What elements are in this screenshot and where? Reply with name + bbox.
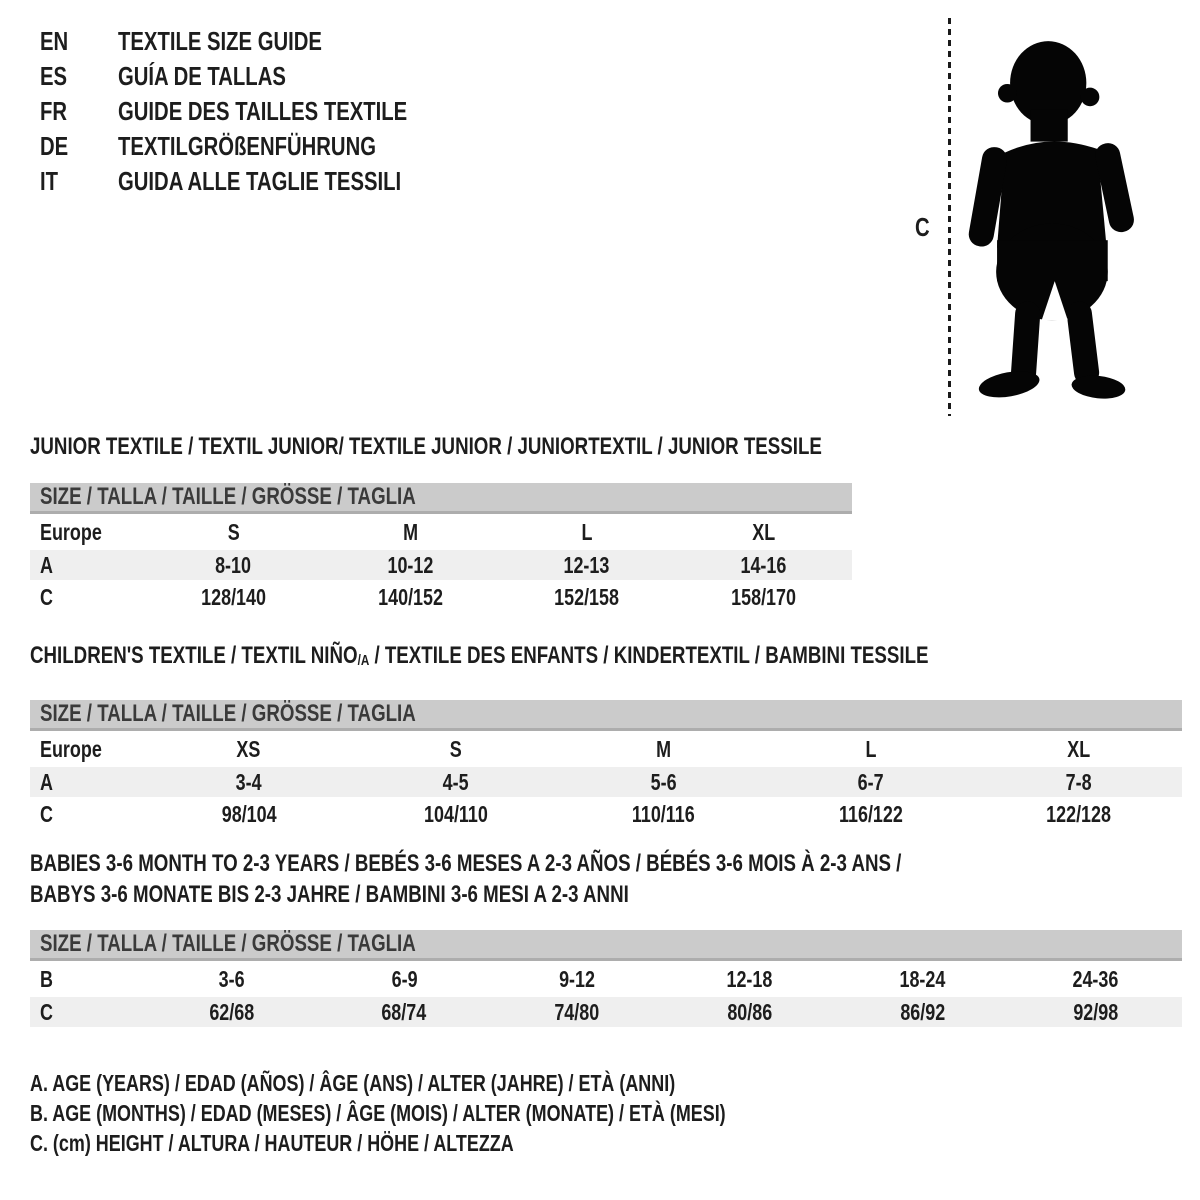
height-cell: 80/86 xyxy=(727,998,773,1025)
babies-size-table xyxy=(30,930,1182,1027)
language-code: IT xyxy=(40,166,59,196)
height-cell: 74/80 xyxy=(554,998,600,1025)
size-cell: S xyxy=(450,735,463,762)
children-size-table xyxy=(30,700,1182,832)
age-cell: 5-6 xyxy=(650,768,677,795)
size-header-label: SIZE / TALLA / TAILLE / GRÖSSE / TAGLIA xyxy=(40,483,416,510)
age-cell: 4-5 xyxy=(443,768,470,795)
height-cell: 158/170 xyxy=(731,584,797,610)
heading-subscript: /A xyxy=(357,652,370,669)
babies-section-heading-line2: BABYS 3-6 MONATE BIS 2-3 JAHRE / BAMBINI 3-6 MESI A 2-3 ANNI xyxy=(30,881,629,908)
age-cell: 8-10 xyxy=(215,551,252,578)
language-code: EN xyxy=(40,26,69,56)
language-title-list xyxy=(40,24,489,199)
size-cell: XL xyxy=(752,518,776,545)
junior-section-heading: JUNIOR TEXTILE / TEXTIL JUNIOR/ TEXTILE JUNIOR / JUNIORTEXTIL / JUNIOR TESSILE xyxy=(30,433,822,460)
row-label: C xyxy=(40,998,53,1025)
height-cell: 128/140 xyxy=(200,584,266,610)
children-row-height xyxy=(30,797,1182,832)
height-cell: 104/110 xyxy=(424,801,489,827)
height-cell: 110/116 xyxy=(632,801,695,827)
size-cell: L xyxy=(865,735,877,762)
babies-table-header xyxy=(30,930,1182,961)
guide-title-en: TEXTILE SIZE GUIDE xyxy=(118,26,322,56)
age-cell: 6-7 xyxy=(857,768,884,795)
language-code: FR xyxy=(40,96,68,126)
size-cell: M xyxy=(402,518,418,545)
heading-part: / TEXTILE DES ENFANTS / KINDERTEXTIL / BAMBINI TESSILE xyxy=(369,642,929,669)
age-cell: 6-9 xyxy=(391,965,418,992)
language-row-fr xyxy=(40,94,489,129)
language-row-es xyxy=(40,59,489,94)
age-cell: 3-6 xyxy=(218,965,245,992)
children-section-heading xyxy=(30,641,928,674)
age-cell: 24-36 xyxy=(1072,965,1119,992)
size-header-label: SIZE / TALLA / TAILLE / GRÖSSE / TAGLIA xyxy=(40,930,416,957)
footnote-b: B. AGE (MONTHS) / EDAD (MESES) / ÂGE (MOIS) / ALTER (MONATE) / ETÀ (MESI) xyxy=(30,1099,726,1126)
children-row-europe xyxy=(30,731,1182,767)
junior-row-europe xyxy=(30,514,852,550)
size-cell: XL xyxy=(1066,735,1090,762)
height-cell: 98/104 xyxy=(221,801,277,827)
legend-footnotes xyxy=(30,1068,922,1158)
size-header-label: SIZE / TALLA / TAILLE / GRÖSSE / TAGLIA xyxy=(40,700,416,727)
age-cell: 3-4 xyxy=(235,768,262,795)
row-label: Europe xyxy=(40,518,102,545)
guide-title-fr: GUIDE DES TAILLES TEXTILE xyxy=(118,96,408,126)
row-label: A xyxy=(40,768,53,795)
age-cell: 9-12 xyxy=(559,965,596,992)
guide-title-es: GUÍA DE TALLAS xyxy=(118,61,286,91)
height-cell: 140/152 xyxy=(377,584,443,610)
row-label: C xyxy=(40,801,53,827)
babies-row-months xyxy=(30,961,1182,997)
height-cell: 92/98 xyxy=(1073,998,1119,1025)
size-cell: M xyxy=(656,735,671,762)
age-cell: 18-24 xyxy=(899,965,946,992)
toddler-silhouette-icon xyxy=(958,14,1144,418)
language-row-it xyxy=(40,164,489,199)
children-table-header xyxy=(30,700,1182,731)
size-cell: S xyxy=(227,518,240,545)
footnote-c: C. (cm) HEIGHT / ALTURA / HAUTEUR / HÖHE / ALTEZZA xyxy=(30,1129,514,1156)
height-cell: 86/92 xyxy=(900,998,946,1025)
height-cell: 152/158 xyxy=(554,584,620,610)
age-cell: 10-12 xyxy=(387,551,434,578)
babies-row-height xyxy=(30,997,1182,1027)
height-dimension-line xyxy=(948,18,951,416)
junior-row-height xyxy=(30,580,852,615)
junior-row-age xyxy=(30,550,852,580)
guide-title-de: TEXTILGRÖßENFÜHRUNG xyxy=(118,131,376,161)
age-cell: 12-18 xyxy=(726,965,773,992)
height-cell: 62/68 xyxy=(208,998,254,1025)
row-label: C xyxy=(40,584,53,610)
height-dimension-label: C xyxy=(915,212,930,242)
height-cell: 116/122 xyxy=(838,801,903,827)
guide-title-it: GUIDA ALLE TAGLIE TESSILI xyxy=(118,166,402,196)
babies-section-heading-line1: BABIES 3-6 MONTH TO 2-3 YEARS / BEBÉS 3-6 MESES A 2-3 AÑOS / BÉBÉS 3-6 MOIS À 2-3 ANS / xyxy=(30,850,902,877)
language-code: DE xyxy=(40,131,69,161)
language-row-de xyxy=(40,129,489,164)
age-cell: 14-16 xyxy=(740,551,787,578)
junior-table-header xyxy=(30,483,852,514)
footnote-a: A. AGE (YEARS) / EDAD (AÑOS) / ÂGE (ANS) / ALTER (JAHRE) / ETÀ (ANNI) xyxy=(30,1069,676,1096)
size-cell: L xyxy=(581,518,593,545)
age-cell: 12-13 xyxy=(563,551,610,578)
language-row-en xyxy=(40,24,489,59)
language-code: ES xyxy=(40,61,68,91)
heading-part: CHILDREN'S TEXTILE / TEXTIL NIÑO xyxy=(30,642,358,669)
row-label: A xyxy=(40,551,53,578)
height-cell: 68/74 xyxy=(381,998,427,1025)
row-label: B xyxy=(40,965,53,992)
junior-size-table xyxy=(30,483,852,615)
size-cell: XS xyxy=(236,735,261,762)
age-cell: 7-8 xyxy=(1065,768,1092,795)
row-label: Europe xyxy=(40,735,102,762)
height-cell: 122/128 xyxy=(1045,801,1111,827)
children-row-age xyxy=(30,767,1182,797)
